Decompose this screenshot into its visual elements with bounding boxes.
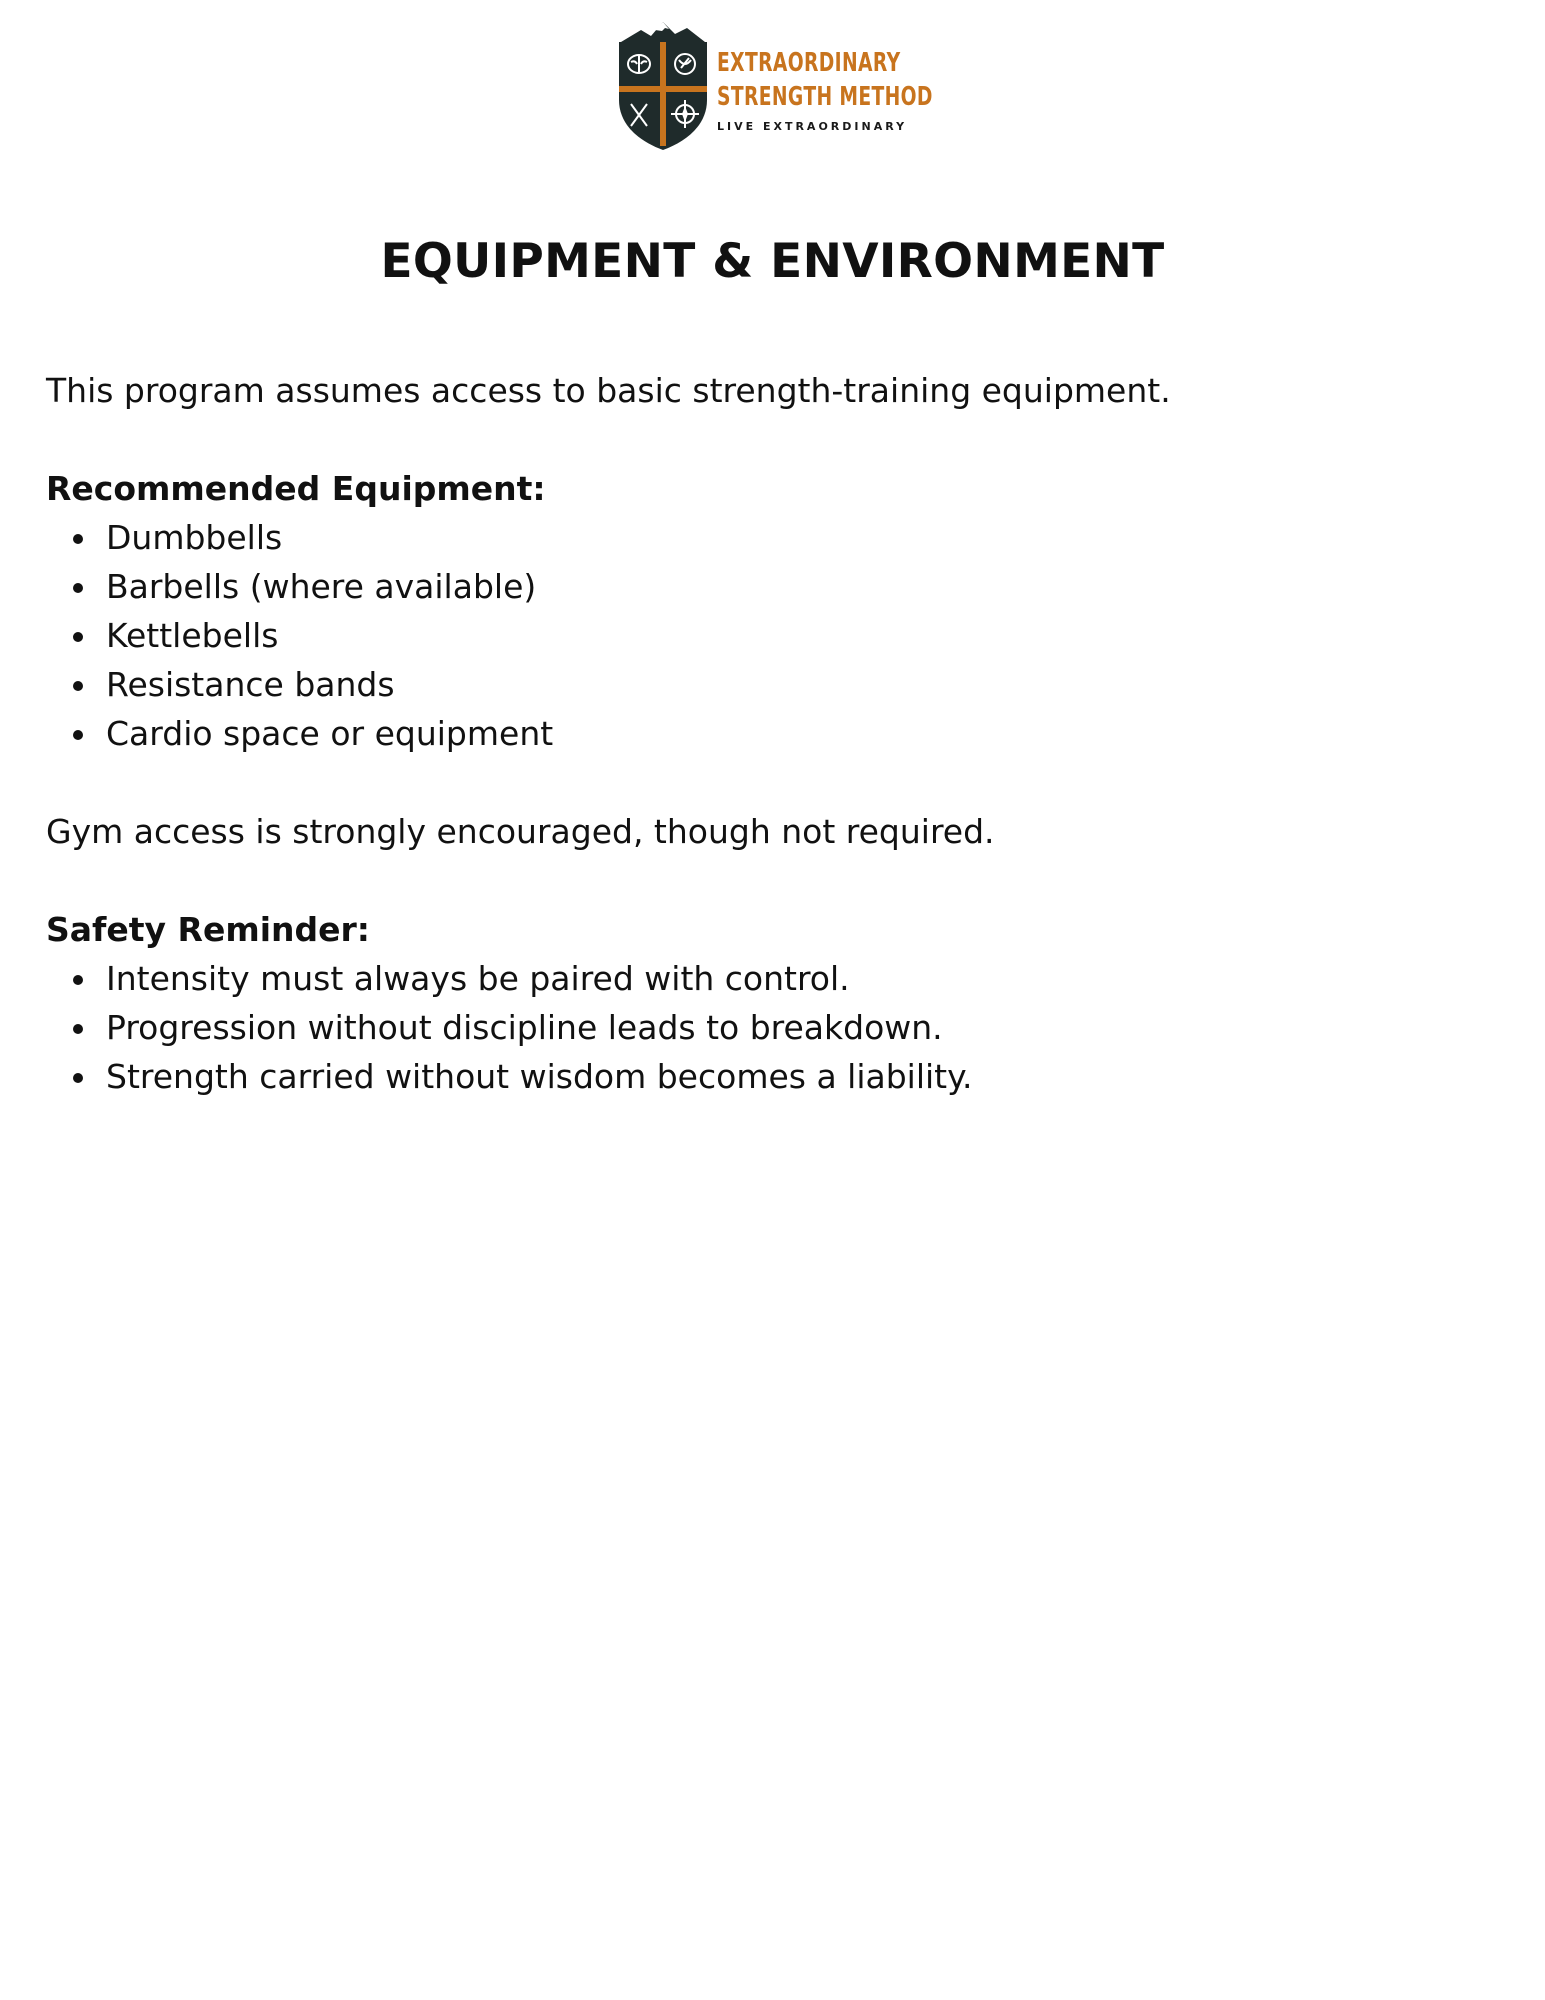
logo-tagline: LIVE EXTRAORDINARY: [717, 120, 908, 133]
spacer: [46, 415, 1486, 464]
logo-wordmark-line1: EXTRAORDINARY: [717, 48, 901, 78]
list-item: Resistance bands: [46, 660, 1486, 709]
brand-logo: [615, 22, 933, 157]
equipment-list: [46, 513, 1486, 758]
list-item: Strength carried without wisdom becomes a liability.: [46, 1052, 1486, 1101]
list-item: Barbells (where available): [46, 562, 1486, 611]
safety-heading: Safety Reminder:: [46, 910, 371, 949]
spacer: [46, 758, 1486, 807]
gym-note-paragraph: Gym access is strongly encouraged, though not required.: [46, 812, 995, 851]
shield-emblem-icon: [615, 22, 711, 152]
list-item: Cardio space or equipment: [46, 709, 1486, 758]
equipment-heading: Recommended Equipment:: [46, 469, 546, 508]
spacer: [46, 856, 1486, 905]
list-item: Progression without discipline leads to breakdown.: [46, 1003, 1486, 1052]
list-item: Intensity must always be paired with control.: [46, 954, 1486, 1003]
safety-list: [46, 954, 1486, 1101]
list-item: Dumbbells: [46, 513, 1486, 562]
page-title: EQUIPMENT & ENVIRONMENT: [380, 234, 1165, 289]
document-body: [46, 366, 1486, 1101]
intro-paragraph: This program assumes access to basic strength-training equipment.: [46, 371, 1171, 410]
logo-wordmark-line2: STRENGTH METHOD: [717, 82, 933, 112]
list-item: Kettlebells: [46, 611, 1486, 660]
